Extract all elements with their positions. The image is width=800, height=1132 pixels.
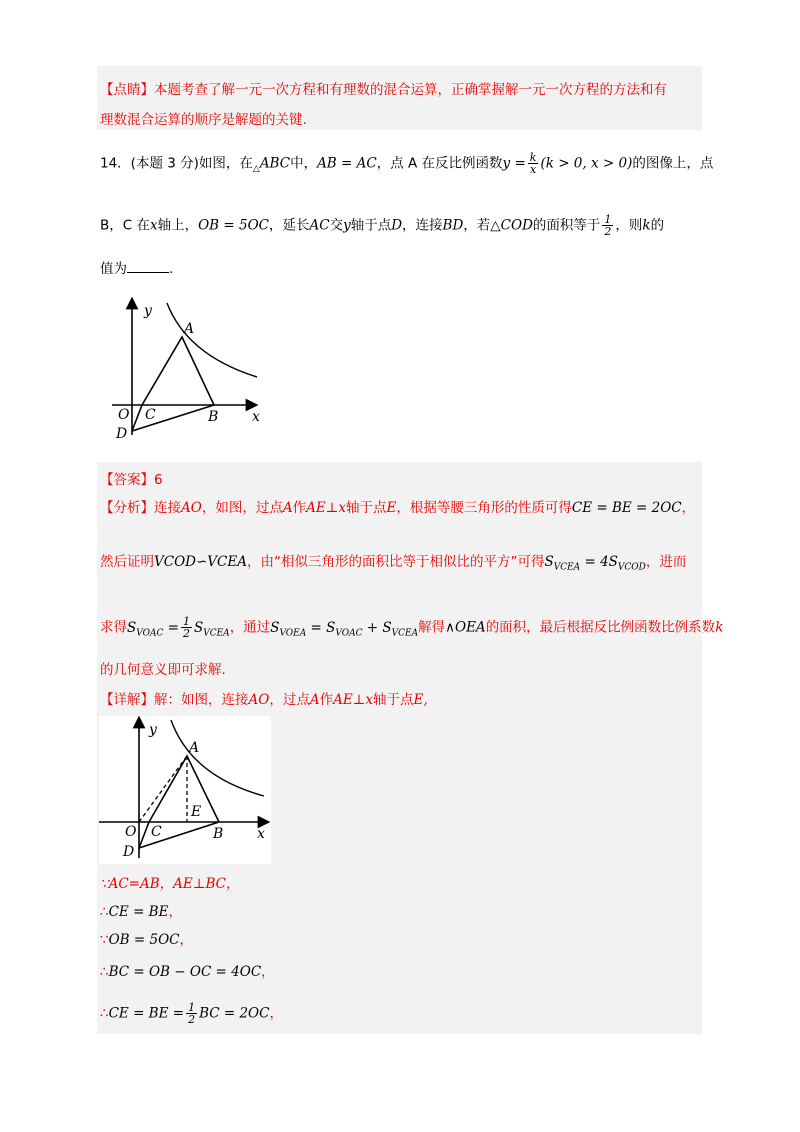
detail-step-4: ∴BC = OB − OC = 4OC，: [100, 964, 275, 980]
dianjing-line-2: 理数混合运算的顺序是解题的关键.: [100, 112, 307, 128]
label-e: E: [191, 804, 202, 820]
label-a: A: [184, 321, 195, 337]
question-line-3: 值为 .: [100, 258, 173, 279]
detail-step-5: ∴CE = BE = $\frac{1}{2}$ BC = 2OC，: [100, 1001, 283, 1026]
answer-line: 【答案】6: [100, 472, 163, 488]
question-line-2: B，C 在x轴上，OB = 5OC，延长AC交y轴于点D，连接BD，若△COD的面积等于 $\frac{1}{2}$ ，则k的: [100, 213, 665, 238]
label-x: x: [252, 409, 260, 425]
detail-line-1: 【详解】解：如图，连接AO，过点A作AE⊥x轴于点E,: [100, 692, 428, 708]
question-line-1: 14．(本题 3 分)如图，在$_\triangle$ABC中，AB = AC，点 A 在反比例函数y = $\frac{k}{x}$ (k > 0, x > 0)的图像上，点: [100, 151, 714, 176]
figure-2: [99, 716, 271, 864]
label-c: C: [151, 824, 162, 840]
frac-half-detail: $\frac{1}{2}$: [188, 1001, 196, 1026]
frac-half-analysis: $\frac{1}{2}$: [182, 615, 190, 640]
detail-step-2: ∴CE = BE，: [100, 904, 182, 920]
analysis-line-3: 求得$S_{VOAC}$ = $\frac{1}{2}$ $S_{VCEA}$，通过$S_{VOEA} = S_{VOAC} + S_{VCEA}$解得∧OEA的面积，最后根据反比例函数比例系数k: [100, 615, 724, 640]
label-x: x: [257, 826, 265, 842]
line-ao-dashed: [139, 756, 187, 822]
line-cd: [139, 822, 149, 848]
label-y: y: [149, 722, 157, 738]
label-o: O: [118, 407, 130, 423]
analysis-line-4: 的几何意义即可求解.: [100, 662, 226, 678]
dianjing-line-1: 【点睛】本题考查了解一元一次方程和有理数的混合运算，正确掌握解一元一次方程的方法和有: [100, 82, 667, 98]
line-cd: [132, 405, 142, 431]
detail-step-1: ∵AC=AB，AE⊥BC，: [100, 876, 240, 892]
frac-half: $\frac{1}{2}$: [604, 213, 612, 238]
label-b: B: [213, 826, 224, 842]
label-a: A: [189, 740, 200, 756]
figure-1: [112, 295, 282, 445]
label-b: B: [208, 409, 219, 425]
label-o: O: [125, 824, 137, 840]
triangle-abc: [149, 756, 219, 822]
analysis-line-2: 然后证明VCOD∽VCEA，由“相似三角形的面积比等于相似比的平方”可得$S_{VCEA} = 4S_{VCOD}$，进而: [100, 554, 687, 573]
label-d: D: [116, 426, 128, 442]
label-c: C: [145, 407, 156, 423]
analysis-line-1: 【分析】连接AO，如图，过点A作AE⊥x轴于点E，根据等腰三角形的性质可得CE = BE = 2OC，: [100, 500, 696, 516]
frac-k-over-x: $\frac{k}{x}$: [529, 151, 537, 176]
label-y: y: [144, 303, 152, 319]
triangle-abc: [142, 337, 214, 405]
dianjing-tag: 【点睛】: [100, 82, 154, 98]
answer-blank: [127, 258, 169, 273]
detail-step-3: ∵OB = 5OC，: [100, 932, 193, 948]
label-d: D: [123, 844, 135, 860]
